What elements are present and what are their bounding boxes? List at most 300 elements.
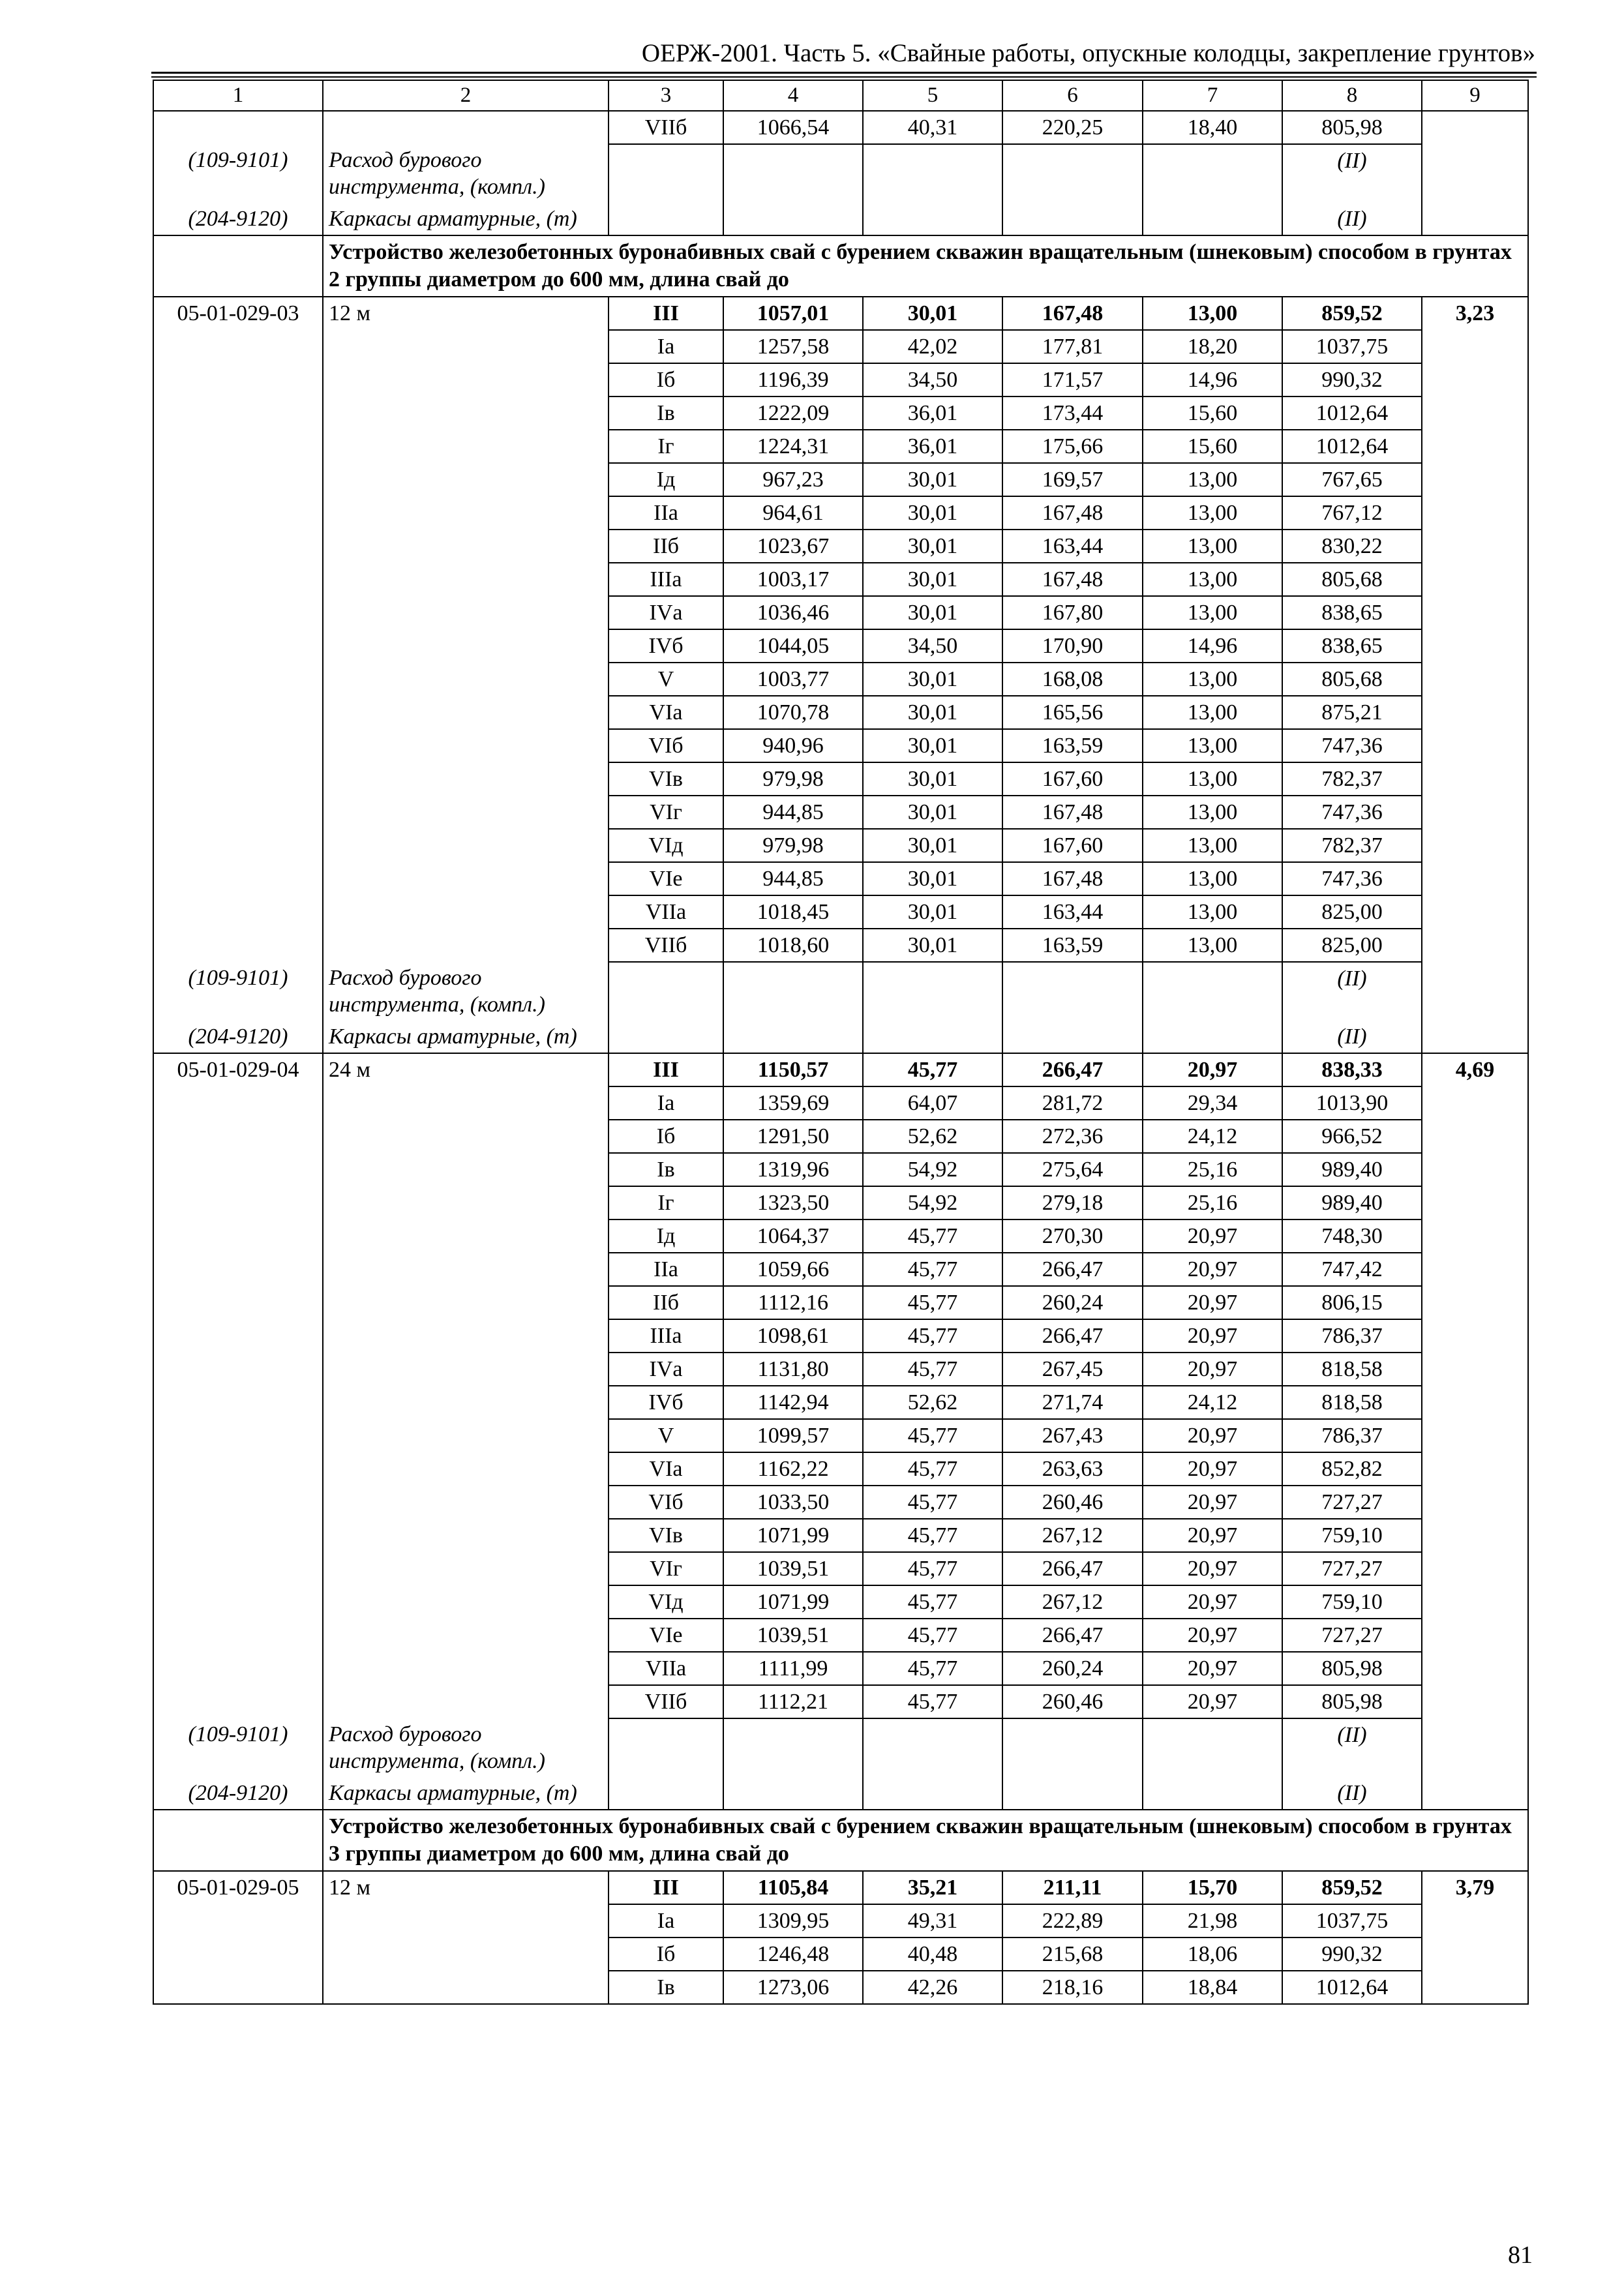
- value-cell: 18,20: [1143, 330, 1282, 363]
- name-cell: [323, 1120, 609, 1153]
- table-row: [153, 463, 1528, 496]
- value-cell: 830,22: [1282, 530, 1422, 563]
- name-cell: [323, 430, 609, 463]
- table-row: [153, 1452, 1528, 1486]
- value-cell: 260,46: [1002, 1685, 1143, 1718]
- code-cell: [153, 563, 323, 596]
- table-row: [153, 1652, 1528, 1685]
- value-cell: 1012,64: [1282, 396, 1422, 430]
- column-number: 4: [723, 80, 863, 111]
- zone-cell: IIIа: [609, 563, 723, 596]
- table-row: [153, 1971, 1528, 2004]
- value-cell: 825,00: [1282, 929, 1422, 962]
- column-number: 9: [1422, 80, 1528, 111]
- value-cell: 30,01: [863, 729, 1002, 762]
- value-cell: 13,00: [1143, 862, 1282, 895]
- zone-cell: Iд: [609, 463, 723, 496]
- resource-unit: (II): [1282, 1718, 1422, 1777]
- name-cell: [323, 1904, 609, 1937]
- value-cell: 167,60: [1002, 762, 1143, 796]
- resource-row: [153, 962, 1528, 1021]
- value-cell: 30,01: [863, 297, 1002, 330]
- code-cell: 05-01-029-03: [153, 297, 323, 330]
- value-cell: 40,48: [863, 1937, 1002, 1971]
- value-cell: 1246,48: [723, 1937, 863, 1971]
- value-cell: 45,77: [863, 1253, 1002, 1286]
- value-cell: 25,16: [1143, 1153, 1282, 1186]
- value-cell: 165,56: [1002, 696, 1143, 729]
- table-row: [153, 1053, 1528, 1086]
- value-cell: 20,97: [1143, 1585, 1282, 1619]
- value-cell: 13,00: [1143, 829, 1282, 862]
- value-cell: 838,33: [1282, 1053, 1422, 1086]
- value-cell: 267,43: [1002, 1419, 1143, 1452]
- value-cell: 1033,50: [723, 1486, 863, 1519]
- zone-cell: V: [609, 1419, 723, 1452]
- empty-cell: [1143, 1777, 1282, 1810]
- zone-cell: VIб: [609, 729, 723, 762]
- value-cell: 45,77: [863, 1419, 1002, 1452]
- index-cell: [1422, 696, 1528, 729]
- table-row: [153, 563, 1528, 596]
- value-cell: 34,50: [863, 363, 1002, 396]
- value-cell: 20,97: [1143, 1519, 1282, 1552]
- value-cell: 167,48: [1002, 563, 1143, 596]
- value-cell: 18,84: [1143, 1971, 1282, 2004]
- name-cell: [323, 663, 609, 696]
- empty-cell: [1422, 1021, 1528, 1053]
- table-row: [153, 1253, 1528, 1286]
- index-cell: [1422, 796, 1528, 829]
- table-row: [153, 1486, 1528, 1519]
- empty-cell: [1002, 203, 1143, 235]
- name-cell: [323, 1552, 609, 1585]
- value-cell: 40,31: [863, 111, 1002, 144]
- value-cell: 20,97: [1143, 1685, 1282, 1718]
- index-cell: [1422, 1552, 1528, 1585]
- value-cell: 748,30: [1282, 1219, 1422, 1253]
- value-cell: 281,72: [1002, 1086, 1143, 1120]
- index-cell: [1422, 596, 1528, 629]
- code-cell: [153, 396, 323, 430]
- value-cell: 1044,05: [723, 629, 863, 663]
- code-cell: [153, 729, 323, 762]
- code-cell: [153, 762, 323, 796]
- value-cell: 1071,99: [723, 1585, 863, 1619]
- name-cell: 24 м: [323, 1053, 609, 1086]
- value-cell: 25,16: [1143, 1186, 1282, 1219]
- value-cell: 163,59: [1002, 929, 1143, 962]
- value-cell: 24,12: [1143, 1386, 1282, 1419]
- value-cell: 767,12: [1282, 496, 1422, 530]
- index-cell: [1422, 1253, 1528, 1286]
- table-row: [153, 1619, 1528, 1652]
- zone-cell: Iб: [609, 363, 723, 396]
- value-cell: 21,98: [1143, 1904, 1282, 1937]
- value-cell: 13,00: [1143, 530, 1282, 563]
- code-cell: [153, 430, 323, 463]
- code-cell: [153, 829, 323, 862]
- value-cell: 1036,46: [723, 596, 863, 629]
- zone-cell: IIб: [609, 530, 723, 563]
- value-cell: 838,65: [1282, 596, 1422, 629]
- value-cell: 782,37: [1282, 762, 1422, 796]
- table-row: [153, 663, 1528, 696]
- value-cell: 13,00: [1143, 696, 1282, 729]
- index-cell: [1422, 1685, 1528, 1718]
- value-cell: 45,77: [863, 1486, 1002, 1519]
- value-cell: 1222,09: [723, 396, 863, 430]
- value-cell: 1257,58: [723, 330, 863, 363]
- value-cell: 806,15: [1282, 1286, 1422, 1319]
- section-row: [153, 1810, 1528, 1871]
- name-cell: [323, 829, 609, 862]
- name-cell: [323, 1652, 609, 1685]
- code-cell: [153, 463, 323, 496]
- zone-cell: IIб: [609, 1286, 723, 1319]
- table-row: [153, 1186, 1528, 1219]
- empty-cell: [1143, 203, 1282, 235]
- table-row: [153, 1319, 1528, 1353]
- value-cell: 979,98: [723, 762, 863, 796]
- value-cell: 1070,78: [723, 696, 863, 729]
- zone-cell: VIIа: [609, 895, 723, 929]
- empty-cell: [723, 203, 863, 235]
- value-cell: 1018,60: [723, 929, 863, 962]
- value-cell: 747,42: [1282, 1253, 1422, 1286]
- resource-name: Расход бурового инструмента, (компл.): [323, 144, 609, 203]
- value-cell: 1359,69: [723, 1086, 863, 1120]
- name-cell: [323, 1685, 609, 1718]
- name-cell: 12 м: [323, 297, 609, 330]
- value-cell: 747,36: [1282, 796, 1422, 829]
- value-cell: 35,21: [863, 1871, 1002, 1904]
- value-cell: 20,97: [1143, 1452, 1282, 1486]
- value-cell: 1023,67: [723, 530, 863, 563]
- value-cell: 266,47: [1002, 1319, 1143, 1353]
- index-cell: [1422, 563, 1528, 596]
- table-row: [153, 1937, 1528, 1971]
- value-cell: 260,24: [1002, 1286, 1143, 1319]
- name-cell: [323, 729, 609, 762]
- index-cell: [1422, 629, 1528, 663]
- empty-cell: [1002, 1718, 1143, 1777]
- value-cell: 20,97: [1143, 1353, 1282, 1386]
- empty-cell: [1143, 1021, 1282, 1053]
- value-cell: 45,77: [863, 1353, 1002, 1386]
- zone-cell: V: [609, 663, 723, 696]
- index-cell: [1422, 1619, 1528, 1652]
- code-cell: [153, 111, 323, 144]
- name-cell: [323, 1937, 609, 1971]
- value-cell: 215,68: [1002, 1937, 1143, 1971]
- name-cell: [323, 696, 609, 729]
- value-cell: 49,31: [863, 1904, 1002, 1937]
- zone-cell: III: [609, 297, 723, 330]
- value-cell: 54,92: [863, 1186, 1002, 1219]
- empty-cell: [1143, 144, 1282, 203]
- column-number: 8: [1282, 80, 1422, 111]
- value-cell: 805,98: [1282, 1652, 1422, 1685]
- empty-cell: [723, 144, 863, 203]
- table-row: [153, 796, 1528, 829]
- zone-cell: III: [609, 1053, 723, 1086]
- index-cell: [1422, 1652, 1528, 1685]
- code-cell: 05-01-029-05: [153, 1871, 323, 1904]
- table-row: [153, 1353, 1528, 1386]
- zone-cell: IVа: [609, 596, 723, 629]
- value-cell: 747,36: [1282, 862, 1422, 895]
- table-row: [153, 1519, 1528, 1552]
- index-cell: [1422, 111, 1528, 144]
- value-cell: 20,97: [1143, 1053, 1282, 1086]
- table-row: [153, 862, 1528, 895]
- value-cell: 45,77: [863, 1552, 1002, 1585]
- value-cell: 45,77: [863, 1619, 1002, 1652]
- value-cell: 64,07: [863, 1086, 1002, 1120]
- index-cell: [1422, 1319, 1528, 1353]
- code-cell: [153, 1685, 323, 1718]
- value-cell: 54,92: [863, 1153, 1002, 1186]
- code-cell: [153, 862, 323, 895]
- value-cell: 20,97: [1143, 1486, 1282, 1519]
- code-cell: [153, 1253, 323, 1286]
- column-number: 3: [609, 80, 723, 111]
- value-cell: 30,01: [863, 563, 1002, 596]
- name-cell: [323, 396, 609, 430]
- value-cell: 767,65: [1282, 463, 1422, 496]
- zone-cell: Iв: [609, 396, 723, 430]
- column-number: 6: [1002, 80, 1143, 111]
- code-cell: [153, 496, 323, 530]
- value-cell: 18,06: [1143, 1937, 1282, 1971]
- table-row: [153, 762, 1528, 796]
- value-cell: 167,48: [1002, 862, 1143, 895]
- zone-cell: VIг: [609, 1552, 723, 1585]
- empty-cell: [609, 962, 723, 1021]
- value-cell: 45,77: [863, 1585, 1002, 1619]
- empty-cell: [1143, 1718, 1282, 1777]
- value-cell: 30,01: [863, 463, 1002, 496]
- index-cell: [1422, 1971, 1528, 2004]
- value-cell: 1273,06: [723, 1971, 863, 2004]
- value-cell: 1112,21: [723, 1685, 863, 1718]
- value-cell: 45,77: [863, 1286, 1002, 1319]
- resource-unit: (II): [1282, 1021, 1422, 1053]
- value-cell: 173,44: [1002, 396, 1143, 430]
- index-cell: 4,69: [1422, 1053, 1528, 1086]
- value-cell: 13,00: [1143, 796, 1282, 829]
- value-cell: 1323,50: [723, 1186, 863, 1219]
- empty-cell: [723, 962, 863, 1021]
- value-cell: 175,66: [1002, 430, 1143, 463]
- zone-cell: VIб: [609, 1486, 723, 1519]
- page-number: 81: [1508, 2241, 1533, 2269]
- code-cell: [153, 696, 323, 729]
- value-cell: 30,01: [863, 696, 1002, 729]
- table-row: [153, 430, 1528, 463]
- name-cell: [323, 330, 609, 363]
- index-cell: [1422, 463, 1528, 496]
- code-cell: [153, 1937, 323, 1971]
- code-cell: [153, 1086, 323, 1120]
- value-cell: 1037,75: [1282, 330, 1422, 363]
- value-cell: 42,02: [863, 330, 1002, 363]
- value-cell: 260,24: [1002, 1652, 1143, 1685]
- value-cell: 20,97: [1143, 1619, 1282, 1652]
- empty-cell: [723, 1021, 863, 1053]
- value-cell: 20,97: [1143, 1286, 1282, 1319]
- code-cell: [153, 1319, 323, 1353]
- value-cell: 52,62: [863, 1386, 1002, 1419]
- resource-row: [153, 1777, 1528, 1810]
- index-cell: [1422, 1120, 1528, 1153]
- value-cell: 759,10: [1282, 1519, 1422, 1552]
- value-cell: 13,00: [1143, 463, 1282, 496]
- name-cell: [323, 796, 609, 829]
- empty-cell: [863, 203, 1002, 235]
- value-cell: 20,97: [1143, 1253, 1282, 1286]
- value-cell: 786,37: [1282, 1419, 1422, 1452]
- header-rule: [151, 72, 1537, 74]
- value-cell: 167,80: [1002, 596, 1143, 629]
- value-cell: 966,52: [1282, 1120, 1422, 1153]
- resource-name: Расход бурового инструмента, (компл.): [323, 962, 609, 1021]
- name-cell: [323, 111, 609, 144]
- value-cell: 13,00: [1143, 596, 1282, 629]
- value-cell: 266,47: [1002, 1552, 1143, 1585]
- code-cell: [153, 1552, 323, 1585]
- value-cell: 167,60: [1002, 829, 1143, 862]
- value-cell: 990,32: [1282, 1937, 1422, 1971]
- code-cell: [153, 1186, 323, 1219]
- value-cell: 989,40: [1282, 1153, 1422, 1186]
- value-cell: 267,12: [1002, 1585, 1143, 1619]
- code-cell: [153, 1120, 323, 1153]
- empty-cell: [1143, 962, 1282, 1021]
- resource-unit: (II): [1282, 1777, 1422, 1810]
- value-cell: 1071,99: [723, 1519, 863, 1552]
- table-row: [153, 1685, 1528, 1718]
- index-cell: [1422, 1904, 1528, 1937]
- index-cell: [1422, 829, 1528, 862]
- value-cell: 15,60: [1143, 396, 1282, 430]
- value-cell: 30,01: [863, 596, 1002, 629]
- value-cell: 782,37: [1282, 829, 1422, 862]
- value-cell: 838,65: [1282, 629, 1422, 663]
- index-cell: [1422, 363, 1528, 396]
- value-cell: 1013,90: [1282, 1086, 1422, 1120]
- empty-cell: [1002, 962, 1143, 1021]
- name-cell: [323, 1219, 609, 1253]
- column-number: 5: [863, 80, 1002, 111]
- value-cell: 218,16: [1002, 1971, 1143, 2004]
- index-cell: 3,23: [1422, 297, 1528, 330]
- name-cell: [323, 530, 609, 563]
- resource-row: [153, 1718, 1528, 1777]
- value-cell: 1059,66: [723, 1253, 863, 1286]
- value-cell: 167,48: [1002, 796, 1143, 829]
- value-cell: 1224,31: [723, 430, 863, 463]
- zone-cell: Iг: [609, 430, 723, 463]
- value-cell: 13,00: [1143, 929, 1282, 962]
- code-cell: [153, 330, 323, 363]
- name-cell: [323, 1585, 609, 1619]
- code-cell: [153, 1585, 323, 1619]
- value-cell: 30,01: [863, 895, 1002, 929]
- resource-name: Каркасы арматурные, (т): [323, 1777, 609, 1810]
- index-cell: [1422, 430, 1528, 463]
- table-row: [153, 1153, 1528, 1186]
- value-cell: 30,01: [863, 762, 1002, 796]
- table-row: [153, 1585, 1528, 1619]
- value-cell: 45,77: [863, 1685, 1002, 1718]
- value-cell: 1291,50: [723, 1120, 863, 1153]
- section-title: Устройство железобетонных буронабивных свай с бурением скважин вращательным (шнековым) способом в грунтах 2 группы диаметром до 600 мм, длина свай до: [323, 235, 1528, 297]
- value-cell: 13,00: [1143, 563, 1282, 596]
- resource-name: Каркасы арматурные, (т): [323, 203, 609, 235]
- zone-cell: IVб: [609, 1386, 723, 1419]
- value-cell: 30,01: [863, 530, 1002, 563]
- value-cell: 944,85: [723, 862, 863, 895]
- value-cell: 275,64: [1002, 1153, 1143, 1186]
- zone-cell: Iг: [609, 1186, 723, 1219]
- index-cell: [1422, 895, 1528, 929]
- value-cell: 266,47: [1002, 1053, 1143, 1086]
- value-cell: 759,10: [1282, 1585, 1422, 1619]
- table-row: [153, 1386, 1528, 1419]
- empty-cell: [609, 1021, 723, 1053]
- index-cell: [1422, 396, 1528, 430]
- zone-cell: VIг: [609, 796, 723, 829]
- value-cell: 940,96: [723, 729, 863, 762]
- code-cell: 05-01-029-04: [153, 1053, 323, 1086]
- zone-cell: VIе: [609, 1619, 723, 1652]
- table-row: [153, 1419, 1528, 1452]
- name-cell: [323, 1971, 609, 2004]
- name-cell: [323, 895, 609, 929]
- value-cell: 267,45: [1002, 1353, 1143, 1386]
- value-cell: 13,00: [1143, 297, 1282, 330]
- index-cell: [1422, 663, 1528, 696]
- value-cell: 1037,75: [1282, 1904, 1422, 1937]
- value-cell: 270,30: [1002, 1219, 1143, 1253]
- resource-code: (204-9120): [153, 203, 323, 235]
- code-cell: [153, 1519, 323, 1552]
- value-cell: 786,37: [1282, 1319, 1422, 1353]
- zone-cell: Iа: [609, 1086, 723, 1120]
- zone-cell: IIа: [609, 1253, 723, 1286]
- index-cell: [1422, 1585, 1528, 1619]
- value-cell: 1098,61: [723, 1319, 863, 1353]
- empty-cell: [153, 1810, 323, 1871]
- table-row: [153, 297, 1528, 330]
- name-cell: [323, 1319, 609, 1353]
- value-cell: 20,97: [1143, 1652, 1282, 1685]
- resource-name: Каркасы арматурные, (т): [323, 1021, 609, 1053]
- index-cell: [1422, 530, 1528, 563]
- resource-code: (109-9101): [153, 144, 323, 203]
- name-cell: [323, 1086, 609, 1120]
- value-cell: 727,27: [1282, 1619, 1422, 1652]
- value-cell: 34,50: [863, 629, 1002, 663]
- table-row: [153, 929, 1528, 962]
- value-cell: 163,44: [1002, 895, 1143, 929]
- value-cell: 15,60: [1143, 430, 1282, 463]
- value-cell: 20,97: [1143, 1219, 1282, 1253]
- value-cell: 45,77: [863, 1652, 1002, 1685]
- zone-cell: VIе: [609, 862, 723, 895]
